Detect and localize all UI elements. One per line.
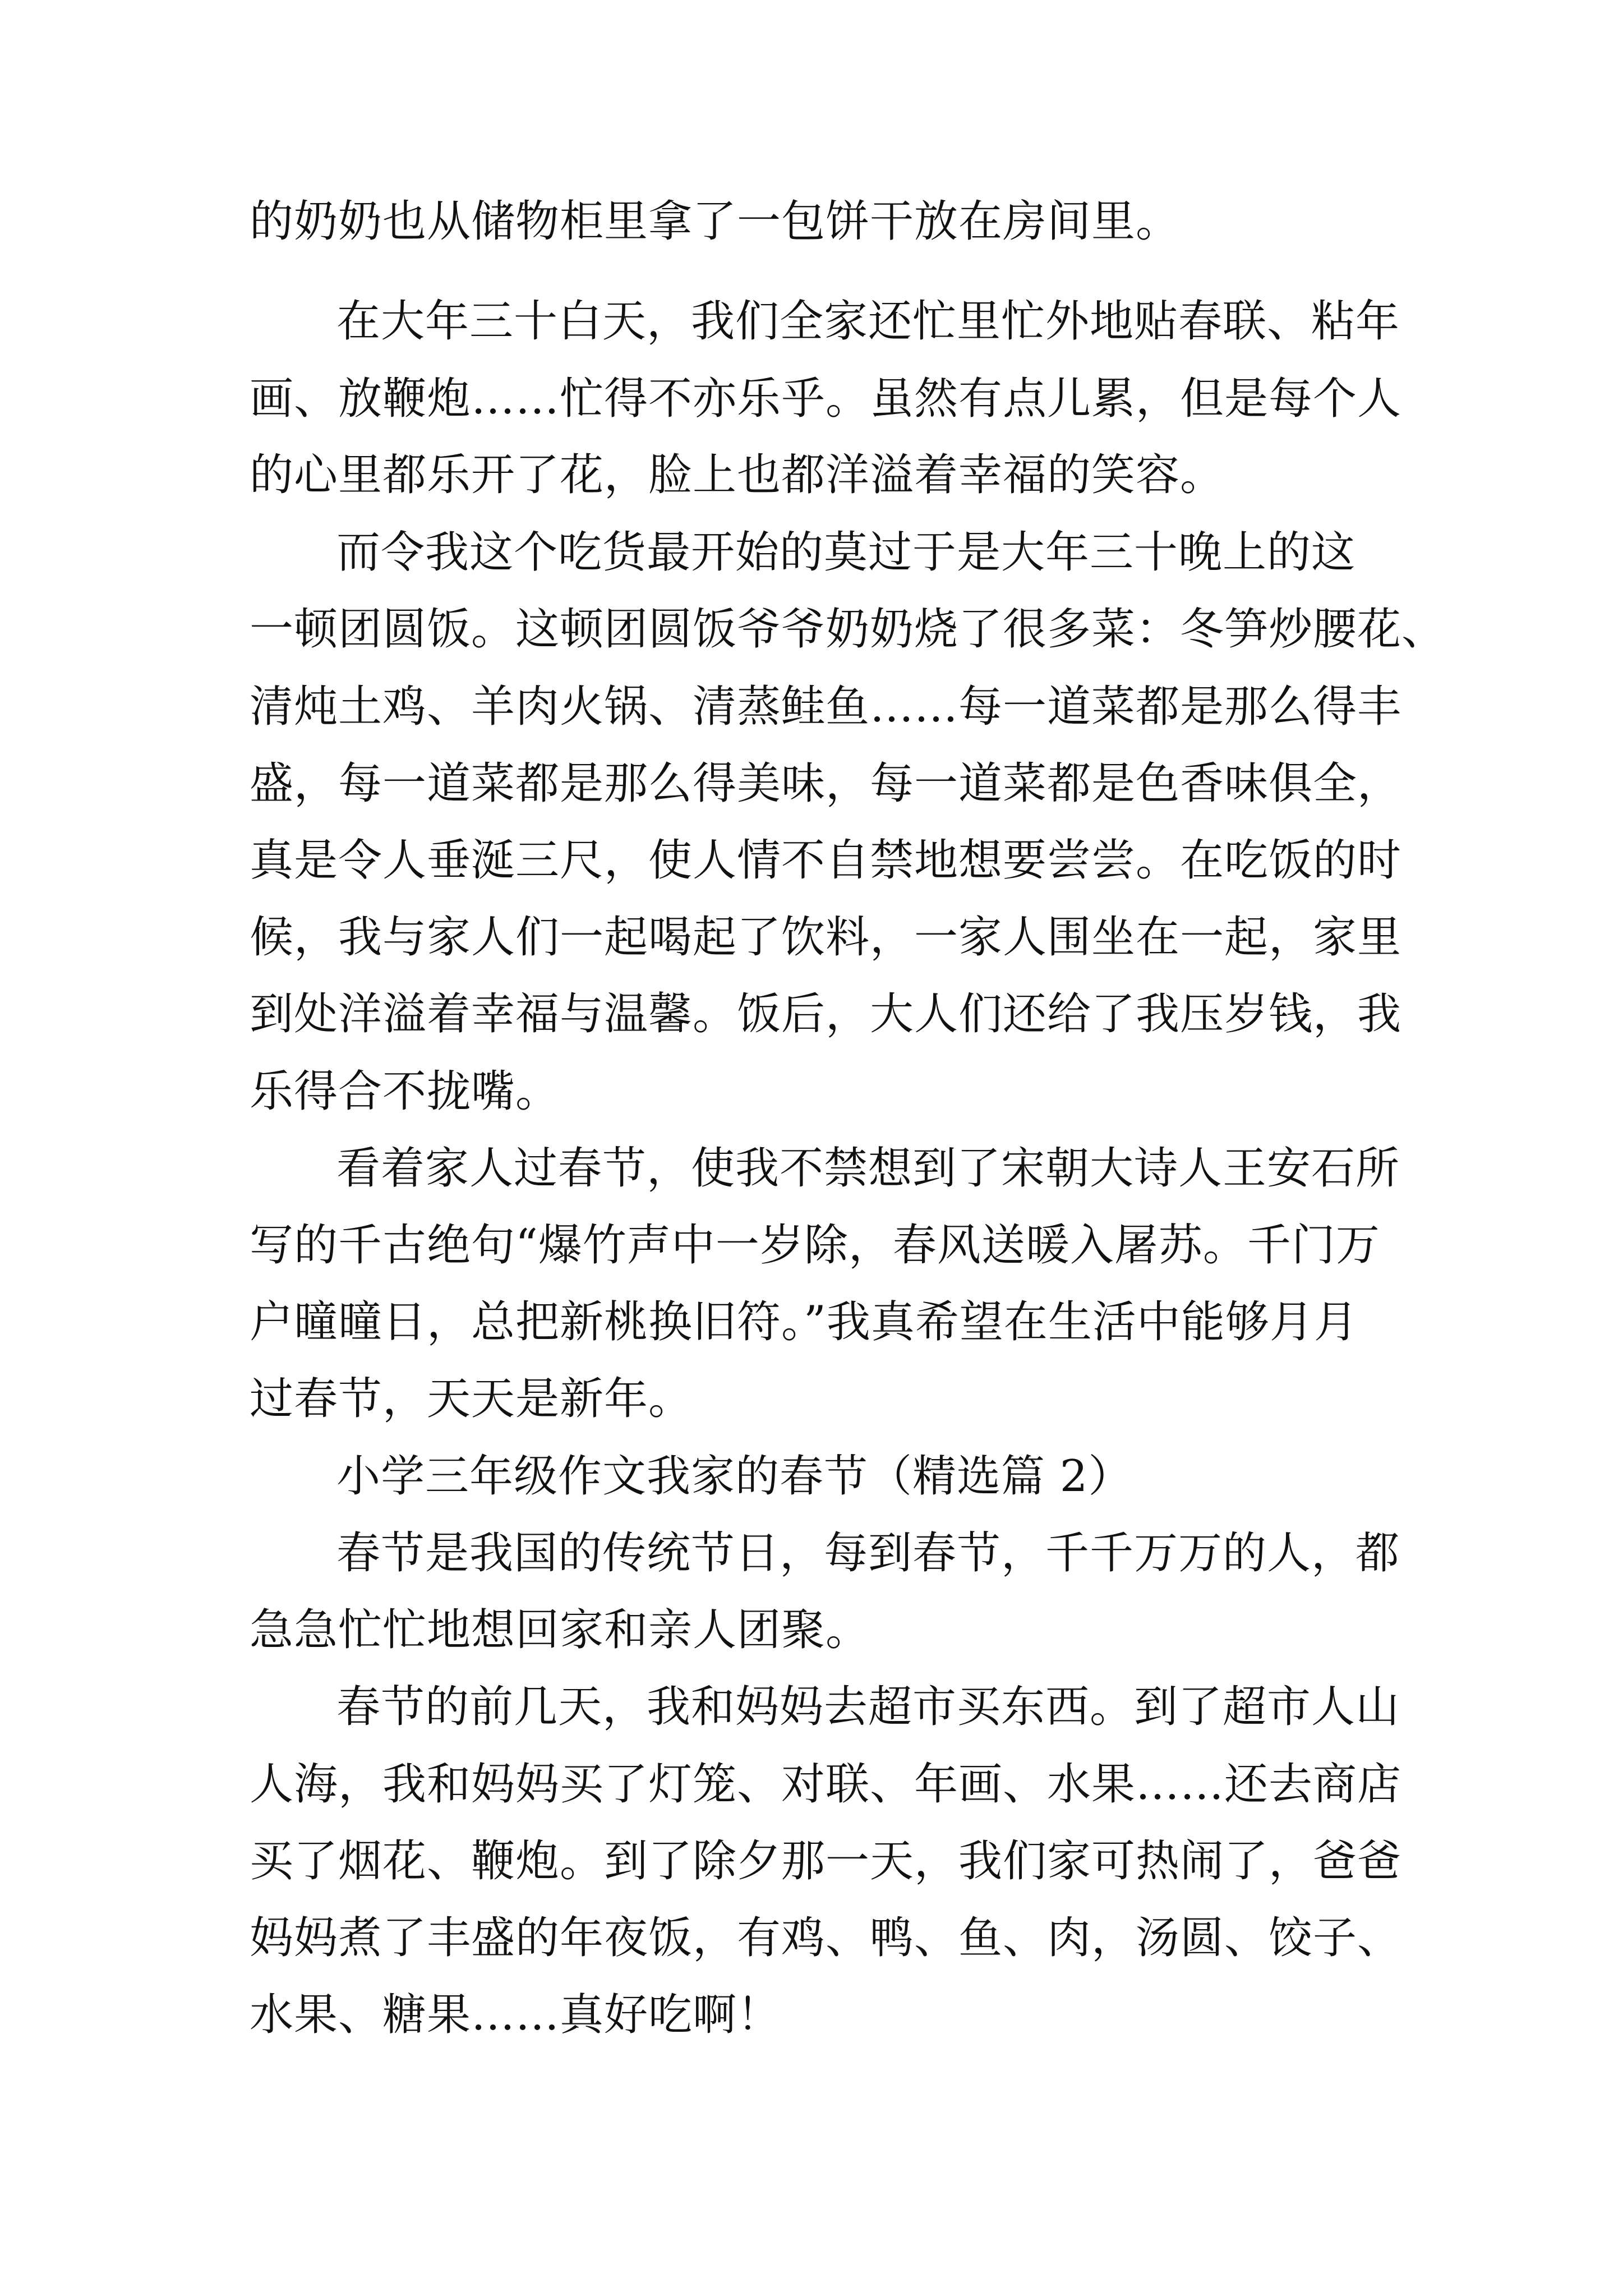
text-line: 的奶奶也从储物柜里拿了一包饼干放在房间里。 [250,196,1181,247]
section-heading: 小学三年级作文我家的春节（精选篇 2） [336,1451,1133,1502]
text-line: 清炖土鸡、羊肉火锅、清蒸鲑鱼……每一道菜都是那么得丰 [250,682,1402,732]
text-line: 乐得合不拢嘴。 [250,1066,560,1117]
text-line: 写的千古绝句“爆竹声中一岁除，春风送暖入屠苏。千门万 [250,1220,1380,1271]
paragraph-start-line: 看着家人过春节，使我不禁想到了宋朝大诗人王安石所 [336,1143,1400,1194]
text-line: 水果、糖果……真好吃啊！ [250,1990,782,2040]
text-line: 到处洋溢着幸福与温馨。饭后，大人们还给了我压岁钱，我 [250,989,1402,1039]
paragraph-start-line: 在大年三十白天，我们全家还忙里忙外地贴春联、粘年 [336,296,1400,347]
text-line: 买了烟花、鞭炮。到了除夕那一天，我们家可热闹了，爸爸 [250,1836,1402,1887]
text-line: 盛，每一道菜都是那么得美味，每一道菜都是色香味俱全， [250,758,1402,809]
text-line: 画、放鞭炮……忙得不亦乐乎。虽然有点儿累，但是每个人 [250,374,1402,424]
text-line: 真是令人垂涎三尺，使人情不自禁地想要尝尝。在吃饭的时 [250,835,1402,886]
text-line: 人海，我和妈妈买了灯笼、对联、年画、水果……还去商店 [250,1759,1402,1810]
paragraph-start-line: 春节的前几天，我和妈妈去超市买东西。到了超市人山 [336,1682,1400,1732]
text-line: 候，我与家人们一起喝起了饮料，一家人围坐在一起，家里 [250,912,1402,963]
paragraph-start-line: 而令我这个吃货最开始的莫过于是大年三十晚上的这 [336,527,1356,578]
paragraph-start-line: 春节是我国的传统节日，每到春节，千千万万的人，都 [336,1528,1400,1579]
text-line: 一顿团圆饭。这顿团圆饭爷爷奶奶烧了很多菜：冬笋炒腰花、 [250,604,1446,655]
text-line: 过春节，天天是新年。 [250,1374,693,1424]
text-line: 户曈曈日，总把新桃换旧符。”我真希望在生活中能够月月 [250,1297,1358,1347]
text-line: 急急忙忙地想回家和亲人团聚。 [250,1605,870,1655]
text-line: 的心里都乐开了花，脸上也都洋溢着幸福的笑容。 [250,450,1225,500]
text-line: 妈妈煮了丰盛的年夜饭，有鸡、鸭、鱼、肉，汤圆、饺子、 [250,1913,1402,1963]
